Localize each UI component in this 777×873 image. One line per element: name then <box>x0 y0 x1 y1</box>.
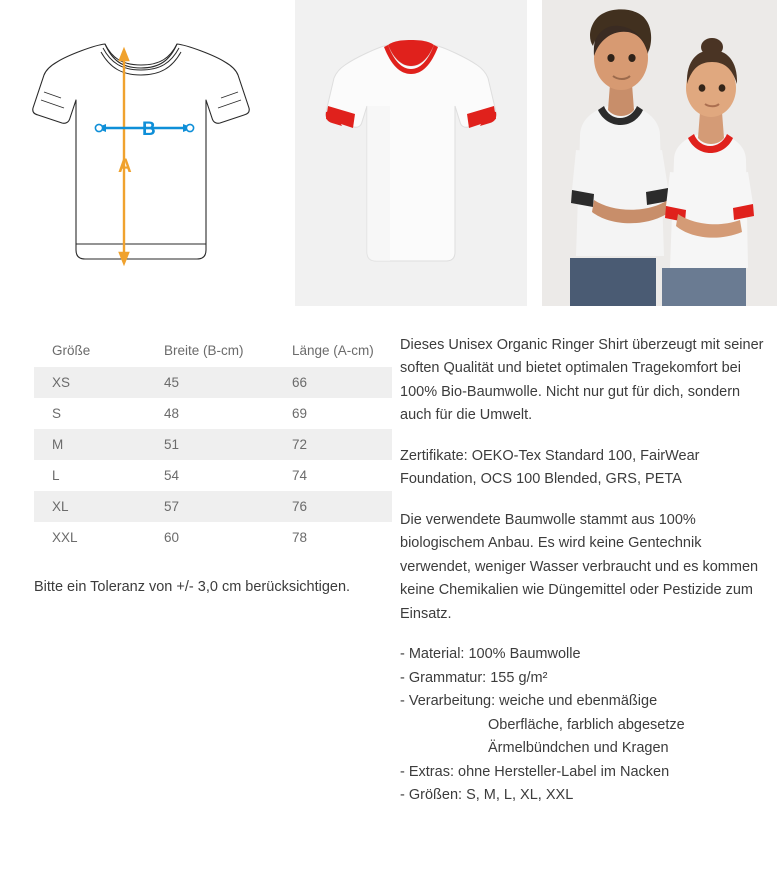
label-width-b: B <box>142 119 156 140</box>
description-paragraph-2: Zertifikate: OEKO-Tex Standard 100, FairWear Foundation, OCS 100 Blended, GRS, PETA <box>400 447 700 488</box>
cell-length: 78 <box>292 530 308 545</box>
cell-length: 66 <box>292 375 308 390</box>
table-row <box>34 522 392 553</box>
cell-width: 48 <box>164 406 180 421</box>
spec-list <box>400 643 767 807</box>
tolerance-note: Bitte ein Toleranz von +/- 3,0 cm berücksichtigen. <box>34 579 351 595</box>
cell-width: 45 <box>164 375 180 390</box>
spec-extras: - Extras: ohne Hersteller-Label im Nacken <box>400 763 670 780</box>
cell-length: 76 <box>292 499 308 514</box>
table-header-size: Größe <box>52 343 91 358</box>
model-photo-image <box>542 0 777 306</box>
flat-product-image <box>295 0 527 306</box>
description-paragraph-3: Die verwendete Baumwolle stammt aus 100% biologischem Anbau. Es wird keine Gentechnik verwendet, weniger Wasser verbraucht und es kommen keine Chemikalien wie Düngemittel oder Pestizide zum Einsatz. <box>400 511 759 622</box>
table-row <box>34 398 392 429</box>
cell-size: M <box>52 437 64 452</box>
table-header-width: Breite (B-cm) <box>164 343 244 358</box>
cell-size: S <box>52 406 62 421</box>
cell-size: XXL <box>52 530 78 545</box>
cell-size: XS <box>52 375 71 390</box>
table-header-row <box>34 334 392 367</box>
cell-length: 69 <box>292 406 308 421</box>
spec-verarbeitung-line3: Ärmelbündchen und Kragen <box>488 740 669 757</box>
spec-material: - Material: 100% Baumwolle <box>400 646 581 663</box>
spec-verarbeitung-line2: Oberfläche, farblich abgesetze <box>488 716 685 733</box>
description-column <box>400 334 777 808</box>
description-paragraph-1: Dieses Unisex Organic Ringer Shirt überzeugt mit seiner soften Qualität und bietet optimalen Tragekomfort bei 100% Bio-Baumwolle. Nicht nur gut für dich, sondern auch für die Umwelt. <box>400 337 764 424</box>
size-chart-column <box>0 334 400 808</box>
cell-width: 51 <box>164 437 180 452</box>
cell-size: XL <box>52 499 69 514</box>
table-row <box>34 460 392 491</box>
table-row <box>34 429 392 460</box>
cell-width: 54 <box>164 468 180 483</box>
cell-size: L <box>52 468 60 483</box>
spec-groessen: - Größen: S, M, L, XL, XXL <box>400 787 574 804</box>
cell-width: 60 <box>164 530 180 545</box>
cell-length: 72 <box>292 437 308 452</box>
table-row <box>34 491 392 522</box>
size-table <box>34 334 392 553</box>
table-row <box>34 367 392 398</box>
cell-length: 74 <box>292 468 308 483</box>
product-info-section <box>0 334 777 808</box>
table-header-length: Länge (A-cm) <box>292 343 374 358</box>
label-length-a: A <box>118 156 132 177</box>
product-image-row <box>0 0 777 306</box>
spec-grammatur: - Grammatur: 155 g/m² <box>400 669 548 686</box>
spec-verarbeitung: - Verarbeitung: weiche und ebenmäßige <box>400 693 658 710</box>
technical-drawing-image <box>0 0 280 306</box>
cell-width: 57 <box>164 499 180 514</box>
